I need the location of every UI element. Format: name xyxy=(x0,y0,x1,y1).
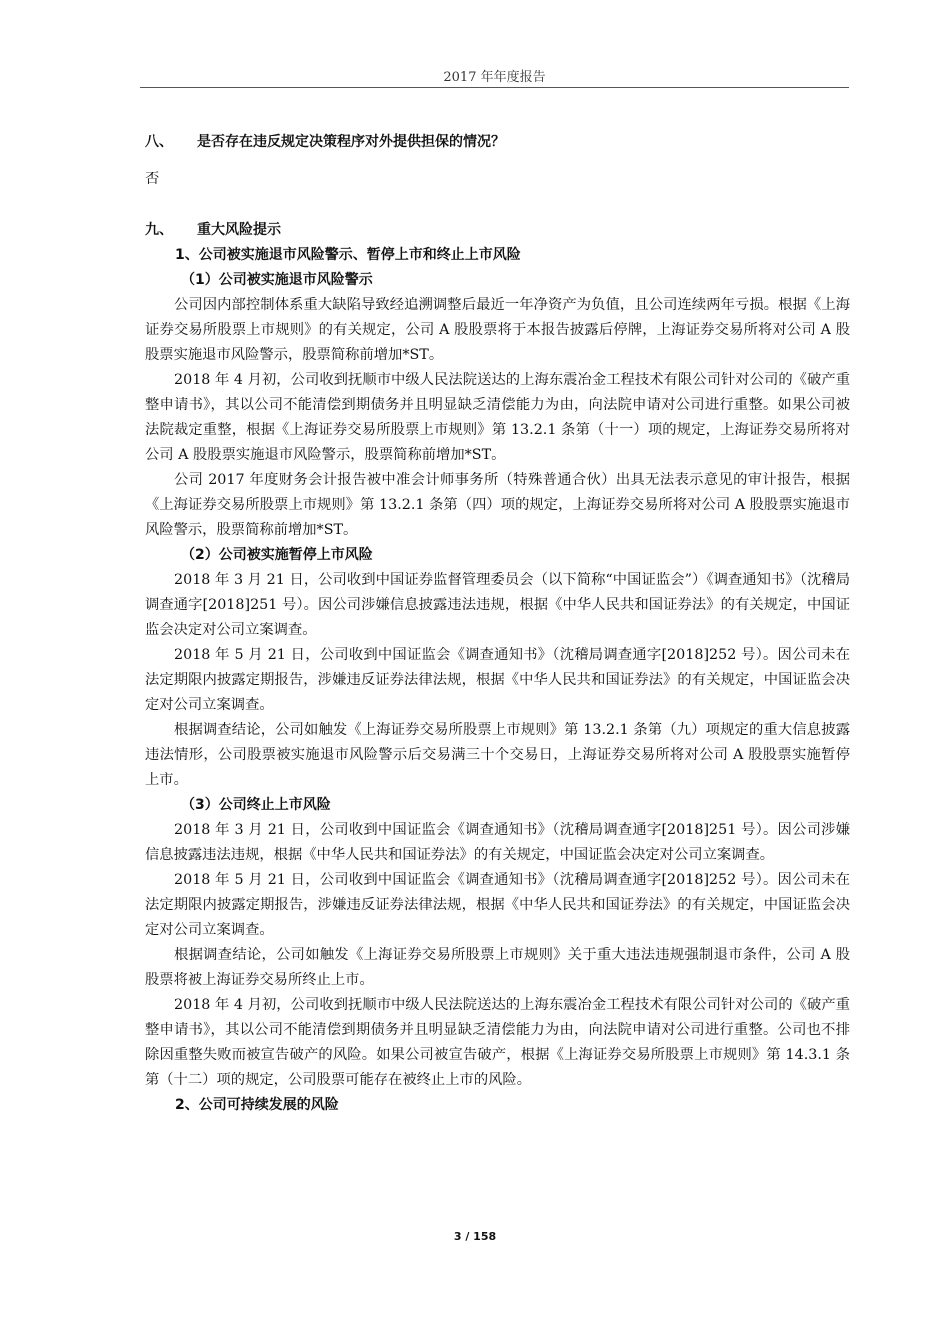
paragraph-10: 2018 年 4 月初，公司收到抚顺市中级人民法院送达的上海东震冶金工程技术有限公司针对公司的《破产重整申请书》，其以公司不能清偿到期债务并且明显缺乏清偿能力为由，向法院申请对公司进行重整。公司也不排除因重整失败而被宣告破产的风险。如果公司被宣告破产，根据《上海证券交易所股票上市规则》第 14.3.1 条第（十二）项的规定，公司股票可能存在被终止上市的风险。 xyxy=(145,997,850,1088)
header-divider xyxy=(140,87,849,88)
section-9-number: 九、 xyxy=(145,222,173,238)
paragraph-9: 根据调查结论，公司如触发《上海证券交易所股票上市规则》关于重大违法违规强制退市条件，公司 A 股股票将被上海证券交易所终止上市。 xyxy=(145,947,850,988)
subsection-1-1-heading: （1）公司被实施退市风险警示 xyxy=(181,272,373,288)
paragraph-5: 2018 年 5 月 21 日，公司收到中国证监会《调查通知书》（沈稽局调查通字[2018]252 号）。因公司未在法定期限内披露定期报告，涉嫌违反证券法律法规，根据《中华人民共和国证券法》的有关规定，中国证监会决定对公司立案调查。 xyxy=(145,647,850,713)
subsection-1-3-heading: （3）公司终止上市风险 xyxy=(181,797,331,813)
paragraph-6: 根据调查结论，公司如触发《上海证券交易所股票上市规则》第 13.2.1 条第（九）项规定的重大信息披露违法情形，公司股票被实施退市风险警示后交易满三十个交易日，上海证券交易所将对公司 A 股股票实施暂停上市。 xyxy=(145,722,850,788)
paragraph-3: 公司 2017 年度财务会计报告被中准会计师事务所（特殊普通合伙）出具无法表示意见的审计报告，根据《上海证券交易所股票上市规则》第 13.2.1 条第（四）项的规定，上海证券交易所将对公司 A 股股票实施退市风险警示，股票简称前增加*ST。 xyxy=(145,472,850,538)
paragraph-1: 公司因内部控制体系重大缺陷导致经追溯调整后最近一年净资产为负值，且公司连续两年亏损。根据《上海证券交易所股票上市规则》的有关规定，公司 A 股股票将于本报告披露后停牌，上海证券交易所将对公司 A 股股票实施退市风险警示，股票简称前增加*ST。 xyxy=(145,297,850,363)
subsection-2-heading: 2、公司可持续发展的风险 xyxy=(175,1097,339,1113)
paragraph-8: 2018 年 5 月 21 日，公司收到中国证监会《调查通知书》（沈稽局调查通字[2018]252 号）。因公司未在法定期限内披露定期报告，涉嫌违反证券法律法规，根据《中华人民共和国证券法》的有关规定，中国证监会决定对公司立案调查。 xyxy=(145,872,850,938)
page-number: 3 / 158 xyxy=(453,1230,497,1243)
document-body xyxy=(145,130,850,1118)
paragraph-4: 2018 年 3 月 21 日，公司收到中国证券监督管理委员会（以下简称“中国证监会”）《调查通知书》（沈稽局调查通字[2018]251 号）。因公司涉嫌信息披露违法违规，根据《中华人民共和国证券法》的有关规定，中国证监会决定对公司立案调查。 xyxy=(145,572,850,638)
section-9-title: 重大风险提示 xyxy=(197,222,281,238)
paragraph-7: 2018 年 3 月 21 日，公司收到中国证监会《调查通知书》（沈稽局调查通字[2018]251 号）。因公司涉嫌信息披露违法违规，根据《中华人民共和国证券法》的有关规定，中国证监会决定对公司立案调查。 xyxy=(145,822,850,863)
paragraph-2: 2018 年 4 月初，公司收到抚顺市中级人民法院送达的上海东震冶金工程技术有限公司针对公司的《破产重整申请书》，其以公司不能清偿到期债务并且明显缺乏清偿能力为由，向法院申请对公司进行重整。如果公司被法院裁定重整，根据《上海证券交易所股票上市规则》第 13.2.1 条第（十一）项的规定，上海证券交易所将对公司 A 股股票实施退市风险警示，股票简称前增加*ST。 xyxy=(145,372,850,463)
subsection-1-2-heading: （2）公司被实施暂停上市风险 xyxy=(181,547,373,563)
section-8-title: 是否存在违反规定决策程序对外提供担保的情况？ xyxy=(197,134,505,150)
subsection-1-heading: 1、公司被实施退市风险警示、暂停上市和终止上市风险 xyxy=(175,247,521,263)
section-8-number: 八、 xyxy=(145,134,173,150)
page-header: 2017 年年度报告 xyxy=(443,70,546,85)
section-8-answer: 否 xyxy=(145,171,160,187)
section-8-heading xyxy=(145,130,850,155)
section-9-heading xyxy=(145,218,850,243)
